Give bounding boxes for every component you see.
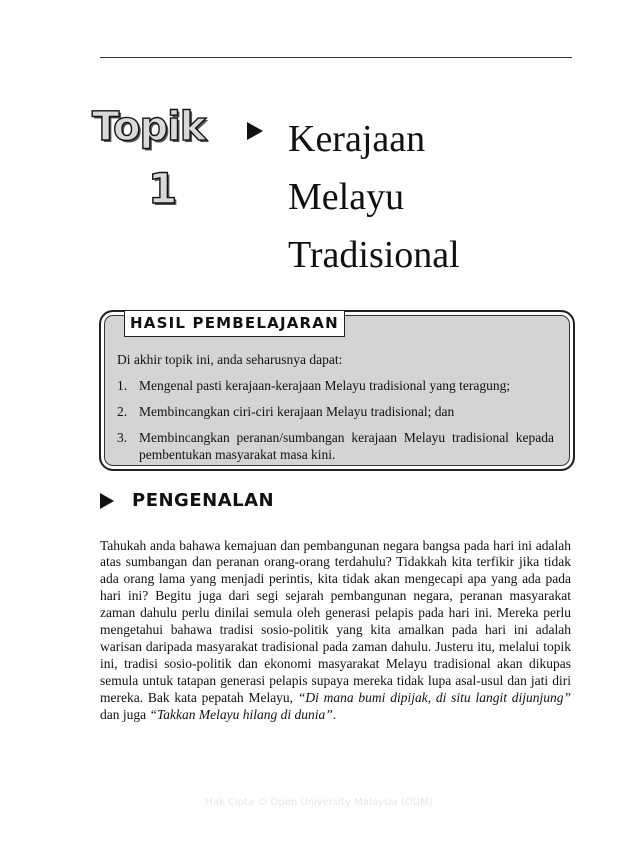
play-arrow-icon bbox=[100, 493, 114, 509]
list-item-number: 2. bbox=[117, 404, 128, 419]
list-item bbox=[117, 429, 554, 463]
play-arrow-icon bbox=[247, 122, 263, 140]
section-heading bbox=[100, 490, 274, 511]
list-item bbox=[117, 403, 554, 420]
top-rule bbox=[100, 57, 572, 58]
topic-number: 1 bbox=[148, 164, 178, 213]
list-item-text: Membincangkan ciri-ciri kerajaan Melayu tradisional; dan bbox=[139, 404, 455, 419]
topic-word: Topik bbox=[92, 104, 206, 150]
list-item bbox=[117, 377, 554, 394]
learning-outcomes-content bbox=[117, 352, 554, 472]
proverb-quote: “Di mana bumi dipijak, di situ langit dijunjung” bbox=[297, 689, 572, 705]
topic-title-line: Melayu bbox=[288, 176, 405, 218]
copyright-footer: Hak Cipta © Open University Malaysia (OUM) bbox=[205, 797, 433, 808]
sentence-end: . bbox=[332, 706, 337, 722]
topic-title-line: Kerajaan bbox=[288, 118, 426, 160]
topic-title bbox=[288, 110, 568, 284]
section-title: PENGENALAN bbox=[132, 490, 275, 511]
proverb-quote: “Takkan Melayu hilang di dunia” bbox=[149, 706, 333, 722]
connector-text: dan juga bbox=[100, 706, 147, 722]
learning-outcomes-label: HASIL PEMBELAJARAN bbox=[124, 311, 345, 337]
list-item-number: 3. bbox=[117, 430, 128, 445]
list-item-text: Membincangkan peranan/sumbangan kerajaan Melayu tradisional kepada pembentukan masyarakat masa kini. bbox=[139, 430, 554, 462]
learning-outcomes-intro: Di akhir topik ini, anda seharusnya dapat: bbox=[117, 352, 343, 367]
learning-outcomes-list bbox=[117, 377, 554, 463]
topic-title-line: Tradisional bbox=[288, 234, 460, 276]
intro-paragraph bbox=[100, 538, 571, 724]
list-item-text: Mengenal pasti kerajaan-kerajaan Melayu tradisional yang teragung; bbox=[139, 378, 511, 393]
intro-paragraph-text: Tahukah anda bahawa kemajuan dan pembangunan negara bangsa pada hari ini adalah atas sumbangan dan peranan orang-orang terdahulu? Tidakkah kita terfikir jika tidak ada orang lama yang menjadi perintis, kita tidak akan mengecapi apa yang ada pada hari ini? Begitu juga dari segi sejarah pembangunan negara, peranan masyarakat zaman dahulu perlu dinilai semula oleh generasi pelapis pada hari ini. Mereka perlu mengetahui bahawa tradisi sosio-politik yang kita amalkan pada hari ini adalah warisan daripada masyarakat tradisional pada zaman dahulu. Justeru itu, melalui topik ini, tradisi sosio-politik dan ekonomi masyarakat Melayu tradisional akan dikupas semula untuk tatapan generasi pelapis supaya mereka tidak lupa asal-usul dan jati diri mereka. Bak kata pepatah Melayu, bbox=[100, 537, 571, 705]
list-item-number: 1. bbox=[117, 378, 128, 393]
